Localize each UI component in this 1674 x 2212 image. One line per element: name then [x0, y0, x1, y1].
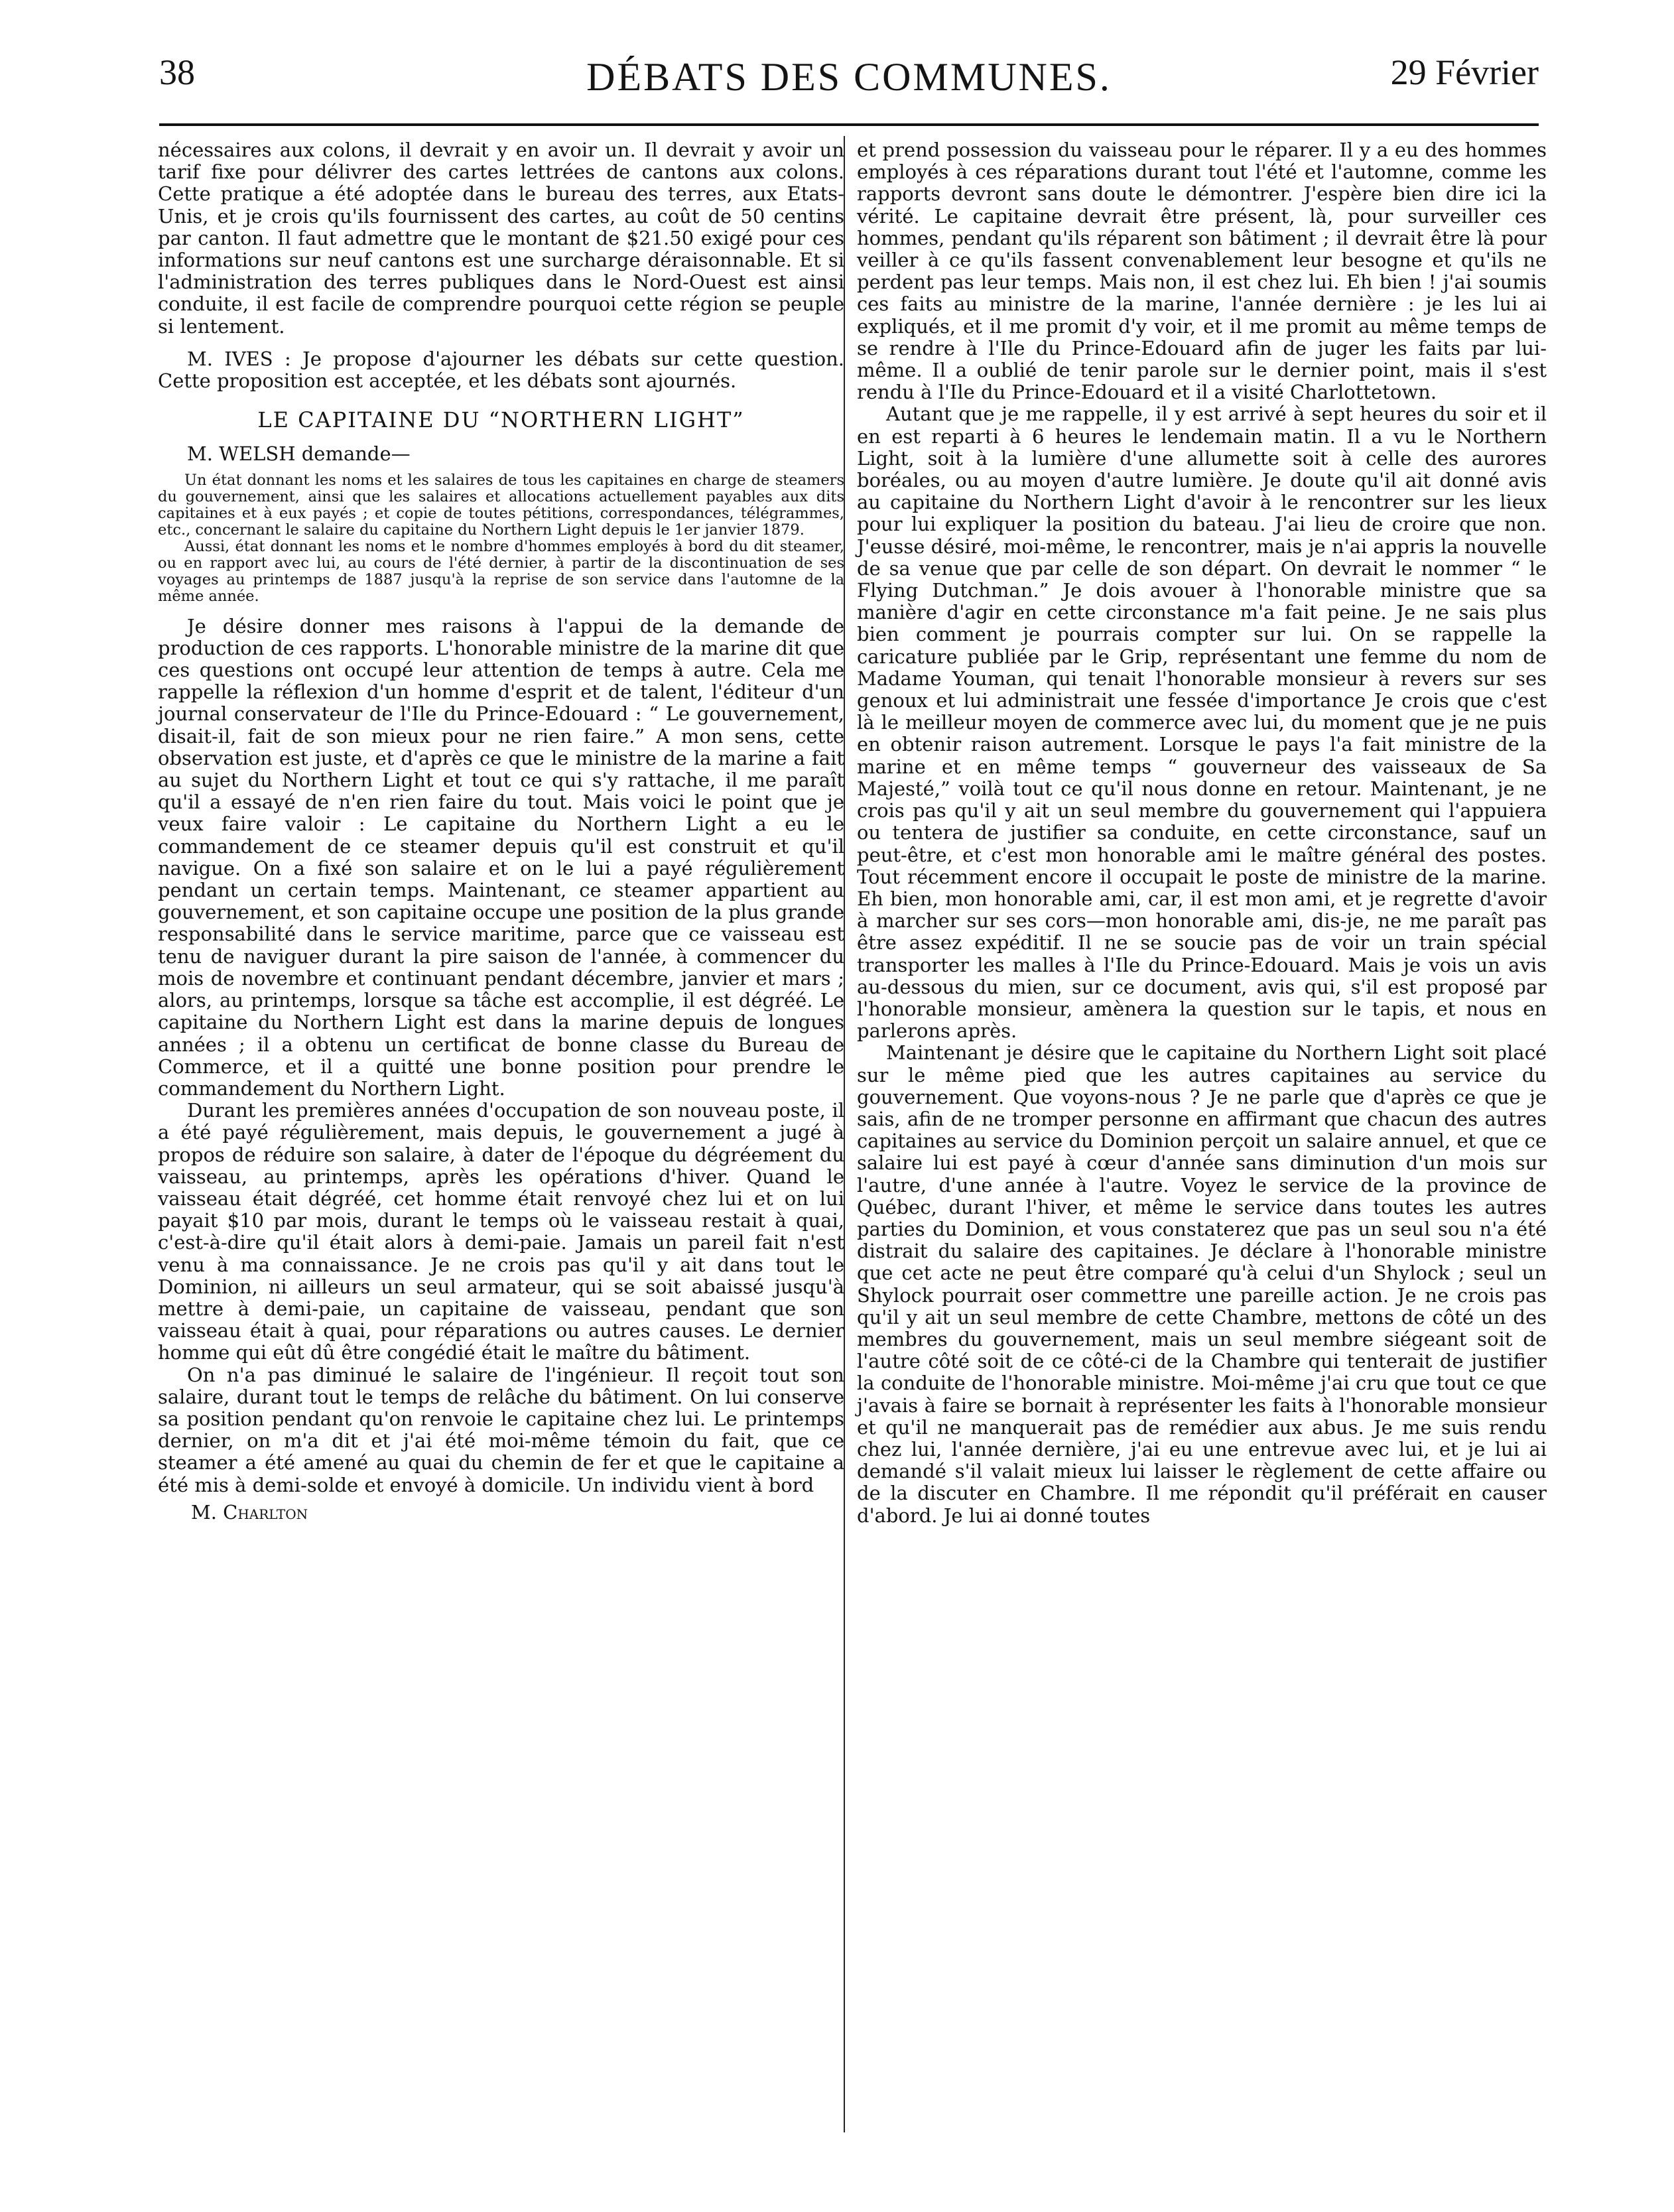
motion-text	[158, 472, 844, 605]
page-number: 38	[159, 52, 195, 92]
paragraph: Autant que je me rappelle, il y est arrivé à sept heures du soir et il en est reparti à 6 heures le lendemain matin. Il a vu le Northern Light, soit à la lumière d'une allumette soit à celle des aurores boréales, ou au moyen d'autre lumière. Je doute qu'il ait donné avis au capitaine du Northern Light d'avoir à le rencontrer sur les lieux pour lui expliquer la position du bateau. J'ai lieu de croire que non. J'eusse désiré, moi-même, le rencontrer, mais je n'ai appris la nouvelle de sa venue que par celle de son départ. On devrait le nommer “ le Flying Dutchman.” Je dois avouer à l'honorable ministre que sa manière d'agir en cette circonstance m'a fait peine. Je ne sais plus bien comment je pourrais compter sur lui. On se rappelle la caricature publiée par le Grip, représentant une femme du nom de Madame Youman, qui tenait l'honorable monsieur à revers sur ses genoux et lui administrait une fessée d'importance Je crois que c'est là le meilleur moyen de commerce avec lui, du moment que je ne puis en obtenir raison autrement. Lorsque le pays l'a fait ministre de la marine et en même temps “ gouverneur des vaisseaux de Sa Majesté,” voilà tout ce qu'il nous donne en retour. Maintenant, je ne crois pas qu'il y ait un seul membre du gouvernement qui l'appuiera ou tentera de justifier sa conduite, en cette circonstance, sauf un peut-être, et c'est mon honorable ami le maître général des postes. Tout récemment encore il occupait le poste de ministre de la marine. Eh bien, mon honorable ami, car, il est mon ami, et je regrette d'avoir à marcher sur ses cors—mon honorable ami, dis-je, ne me paraît pas être assez expéditif. Il ne se soucie pas de voir un train spécial transporter les malles à l'Ile du Prince-Edouard. Mais je vois un avis au-dessous du mien, sur ce document, avis qui, s'il est proposé par l'honorable monsieur, amènera la question sur le tapis, et nous en parlerons après.	[857, 403, 1547, 1043]
motion-line: M. WELSH demande—	[187, 442, 411, 466]
paragraph: On n'a pas diminué le salaire de l'ingénieur. Il reçoit tout son salaire, durant tout le temps de relâche du bâtiment. On lui conserve sa position pendant qu'on renvoie le capitaine chez lui. Le printemps dernier, on m'a dit et j'ai été moi-même témoin du fait, que ce steamer a été amené au quai du chemin de fer et que le capitaine a été mis à demi-solde et envoyé à domicile. Un individu vient à bord	[158, 1363, 844, 1496]
header-rule	[159, 123, 1539, 126]
publication-title: DÉBATS DES COMMUNES.	[586, 55, 1112, 99]
page-date: 29 Février	[1390, 52, 1539, 92]
section-heading: LE CAPITAINE DU “NORTHERN LIGHT”	[257, 407, 745, 433]
paragraph: et prend possession du vaisseau pour le réparer. Il y a eu des hommes employés à ces réparations durant tout l'été et l'automne, comme les rapports devront sans doute le démontrer. J'espère bien dire ici la vérité. Le capitaine devrait être présent, là, pour surveiller ces hommes, pendant qu'ils réparent son bâtiment ; il devrait être là pour veiller à ce qu'ils fassent convenablement leur besogne et qu'ils ne perdent pas leur temps. Mais non, il est chez lui. Eh bien ! j'ai soumis ces faits au ministre de la marine, l'année dernière : je les lui ai expliqués, et il me promit d'y voir, et il me promit au même temps de se rendre à l'Ile du Prince-Edouard afin de juger les faits par lui-même. Il a oublié de tenir parole sur le dernier point, mais il s'est rendu à l'Ile du Prince-Edouard et il a visité Charlottetown.	[857, 139, 1547, 404]
paragraph: Maintenant je désire que le capitaine du Northern Light soit placé sur le même pied que les autres capitaines au service du gouvernement. Que voyons-nous ? Je ne parle que d'après ce que je sais, afin de ne tromper personne en affirmant que chacun des autres capitaines au service du Dominion perçoit un salaire annuel, et que ce salaire lui est payé à cœur d'année sans diminution d'un mois sur l'autre, d'une année à l'autre. Voyez le service de la province de Québec, durant l'hiver, et même le service dans toutes les autres parties du Dominion, et vous constaterez que pas un seul sou n'a été distrait du salaire des capitaines. Je déclare à l'honorable ministre que cet acte ne peut être comparé qu'à celui d'un Shylock ; seul un Shylock pourrait oser commettre une pareille action. Je ne crois pas qu'il y ait un seul membre de cette Chambre, mettons de côté un des membres du gouvernement, mais un seul membre siégeant soit de l'autre côté soit de ce côté-ci de la Chambre qui tenterait de justifier la conduite de l'honorable ministre. Moi-même j'ai cru que tout ce que j'avais à faire se bornait à représenter les faits à l'honorable monsieur et qu'il ne manquerait pas de remédier aux abus. Je me suis rendu chez lui, l'année dernière, j'ai eu une entrevue avec lui, et je lui ai demandé s'il valait mieux lui laisser le règlement de cette affaire ou de la discuter en Chambre. Il me répondit qu'il préférait en causer d'abord. Je lui ai donné toutes	[857, 1041, 1547, 1527]
page-header	[159, 52, 1539, 111]
speaker-footer: M. Charlton	[191, 1500, 308, 1524]
right-column	[857, 139, 1547, 1527]
motion-paragraph: Un état donnant les noms et les salaires de tous les capitaines en charge de steamers du gouvernement, ainsi que les salaires et allocations actuellement payables aux dits capitaines et à eux payés ; et copie de toutes pétitions, correspondances, télégrammes, etc., concernant le salaire du capitaine du Northern Light depuis le 1er janvier 1879.	[158, 471, 844, 539]
paragraph: Durant les premières années d'occupation de son nouveau poste, il a été payé régulièrement, mais depuis, le gouvernement a jugé à propos de réduire son salaire, à dater de l'époque du dégréement du vaisseau, au printemps, après les opérations d'hiver. Quand le vaisseau était dégréé, cet homme était renvoyé chez lui et on lui payait $10 par mois, durant le temps où le vaisseau restait à quai, c'est-à-dire qu'il était alors à demi-paie. Jamais un pareil fait n'est venu à ma connaissance. Je ne crois pas qu'il y ait dans tout le Dominion, ni ailleurs un seul armateur, qui se soit abaissé jusqu'à mettre à demi-paie, un capitaine de vaisseau, pendant que son vaisseau était à quai, pour réparations ou autres causes. Le dernier homme qui eût dû être congédié était le maître du bâtiment.	[158, 1099, 844, 1364]
paragraph: nécessaires aux colons, il devrait y en avoir un. Il devrait y avoir un tarif fixe pour délivrer des cartes lettrées de cantons aux colons. Cette pratique a été adoptée dans le bureau des terres, aux Etats-Unis, et je crois qu'ils fournissent des cartes, au coût de 50 centins par canton. Il faut admettre que le montant de $21.50 exigé pour ces informations sur neuf cantons est une surcharge déraisonnable. Et si l'administration des terres publiques dans le Nord-Ouest est ainsi conduite, il est facile de comprendre pourquoi cette région se peuple si lentement.	[158, 139, 844, 338]
paragraph-ives: M. IVES : Je propose d'ajourner les débats sur cette question. Cette proposition est acceptée, et les débats sont ajournés.	[158, 347, 844, 393]
paragraph: Je désire donner mes raisons à l'appui de la demande de production de ces rapports. L'honorable ministre de la marine dit que ces questions ont occupé leur attention de temps à autre. Cela me rappelle la réflexion d'un homme d'esprit et de talent, l'éditeur d'un journal conservateur de l'Ile du Prince-Edouard : “ Le gouvernement, disait-il, fait de son mieux pour ne rien faire.” A mon sens, cette observation est juste, et d'après ce que le ministre de la marine a fait au sujet du Northern Light et tout ce qui s'y rattache, il me paraît qu'il a essayé de n'en rien faire du tout. Mais voici le point que je veux faire valoir : Le capitaine du Northern Light a eu le commandement de ce steamer depuis qu'il est construit et qu'il navigue. On a fixé son salaire et on le lui a payé régulièrement pendant un certain temps. Maintenant, ce steamer appartient au gouvernement, et son capitaine occupe une position de la plus grande responsabilité dans le service maritime, parce que ce vaisseau est tenu de naviguer durant la pire saison de l'année, à commencer du mois de novembre et continuant pendant décembre, janvier et mars ; alors, au printemps, lorsque sa tâche est accomplie, il est dégréé. Le capitaine du Northern Light est dans la marine depuis de longues années ; il a obtenu un certificat de bonne classe du Bureau de Commerce, et il a quitté une bonne position pour prendre le commandement du Northern Light.	[158, 614, 844, 1100]
motion-paragraph: Aussi, état donnant les noms et le nombre d'hommes employés à bord du dit steamer, ou en rapport avec lui, au cours de l'été dernier, à partir de la discontinuation de ses voyages au printemps de 1887 jusqu'à la reprise de son service dans l'automne de la même année.	[158, 537, 844, 605]
left-column	[158, 139, 844, 1524]
